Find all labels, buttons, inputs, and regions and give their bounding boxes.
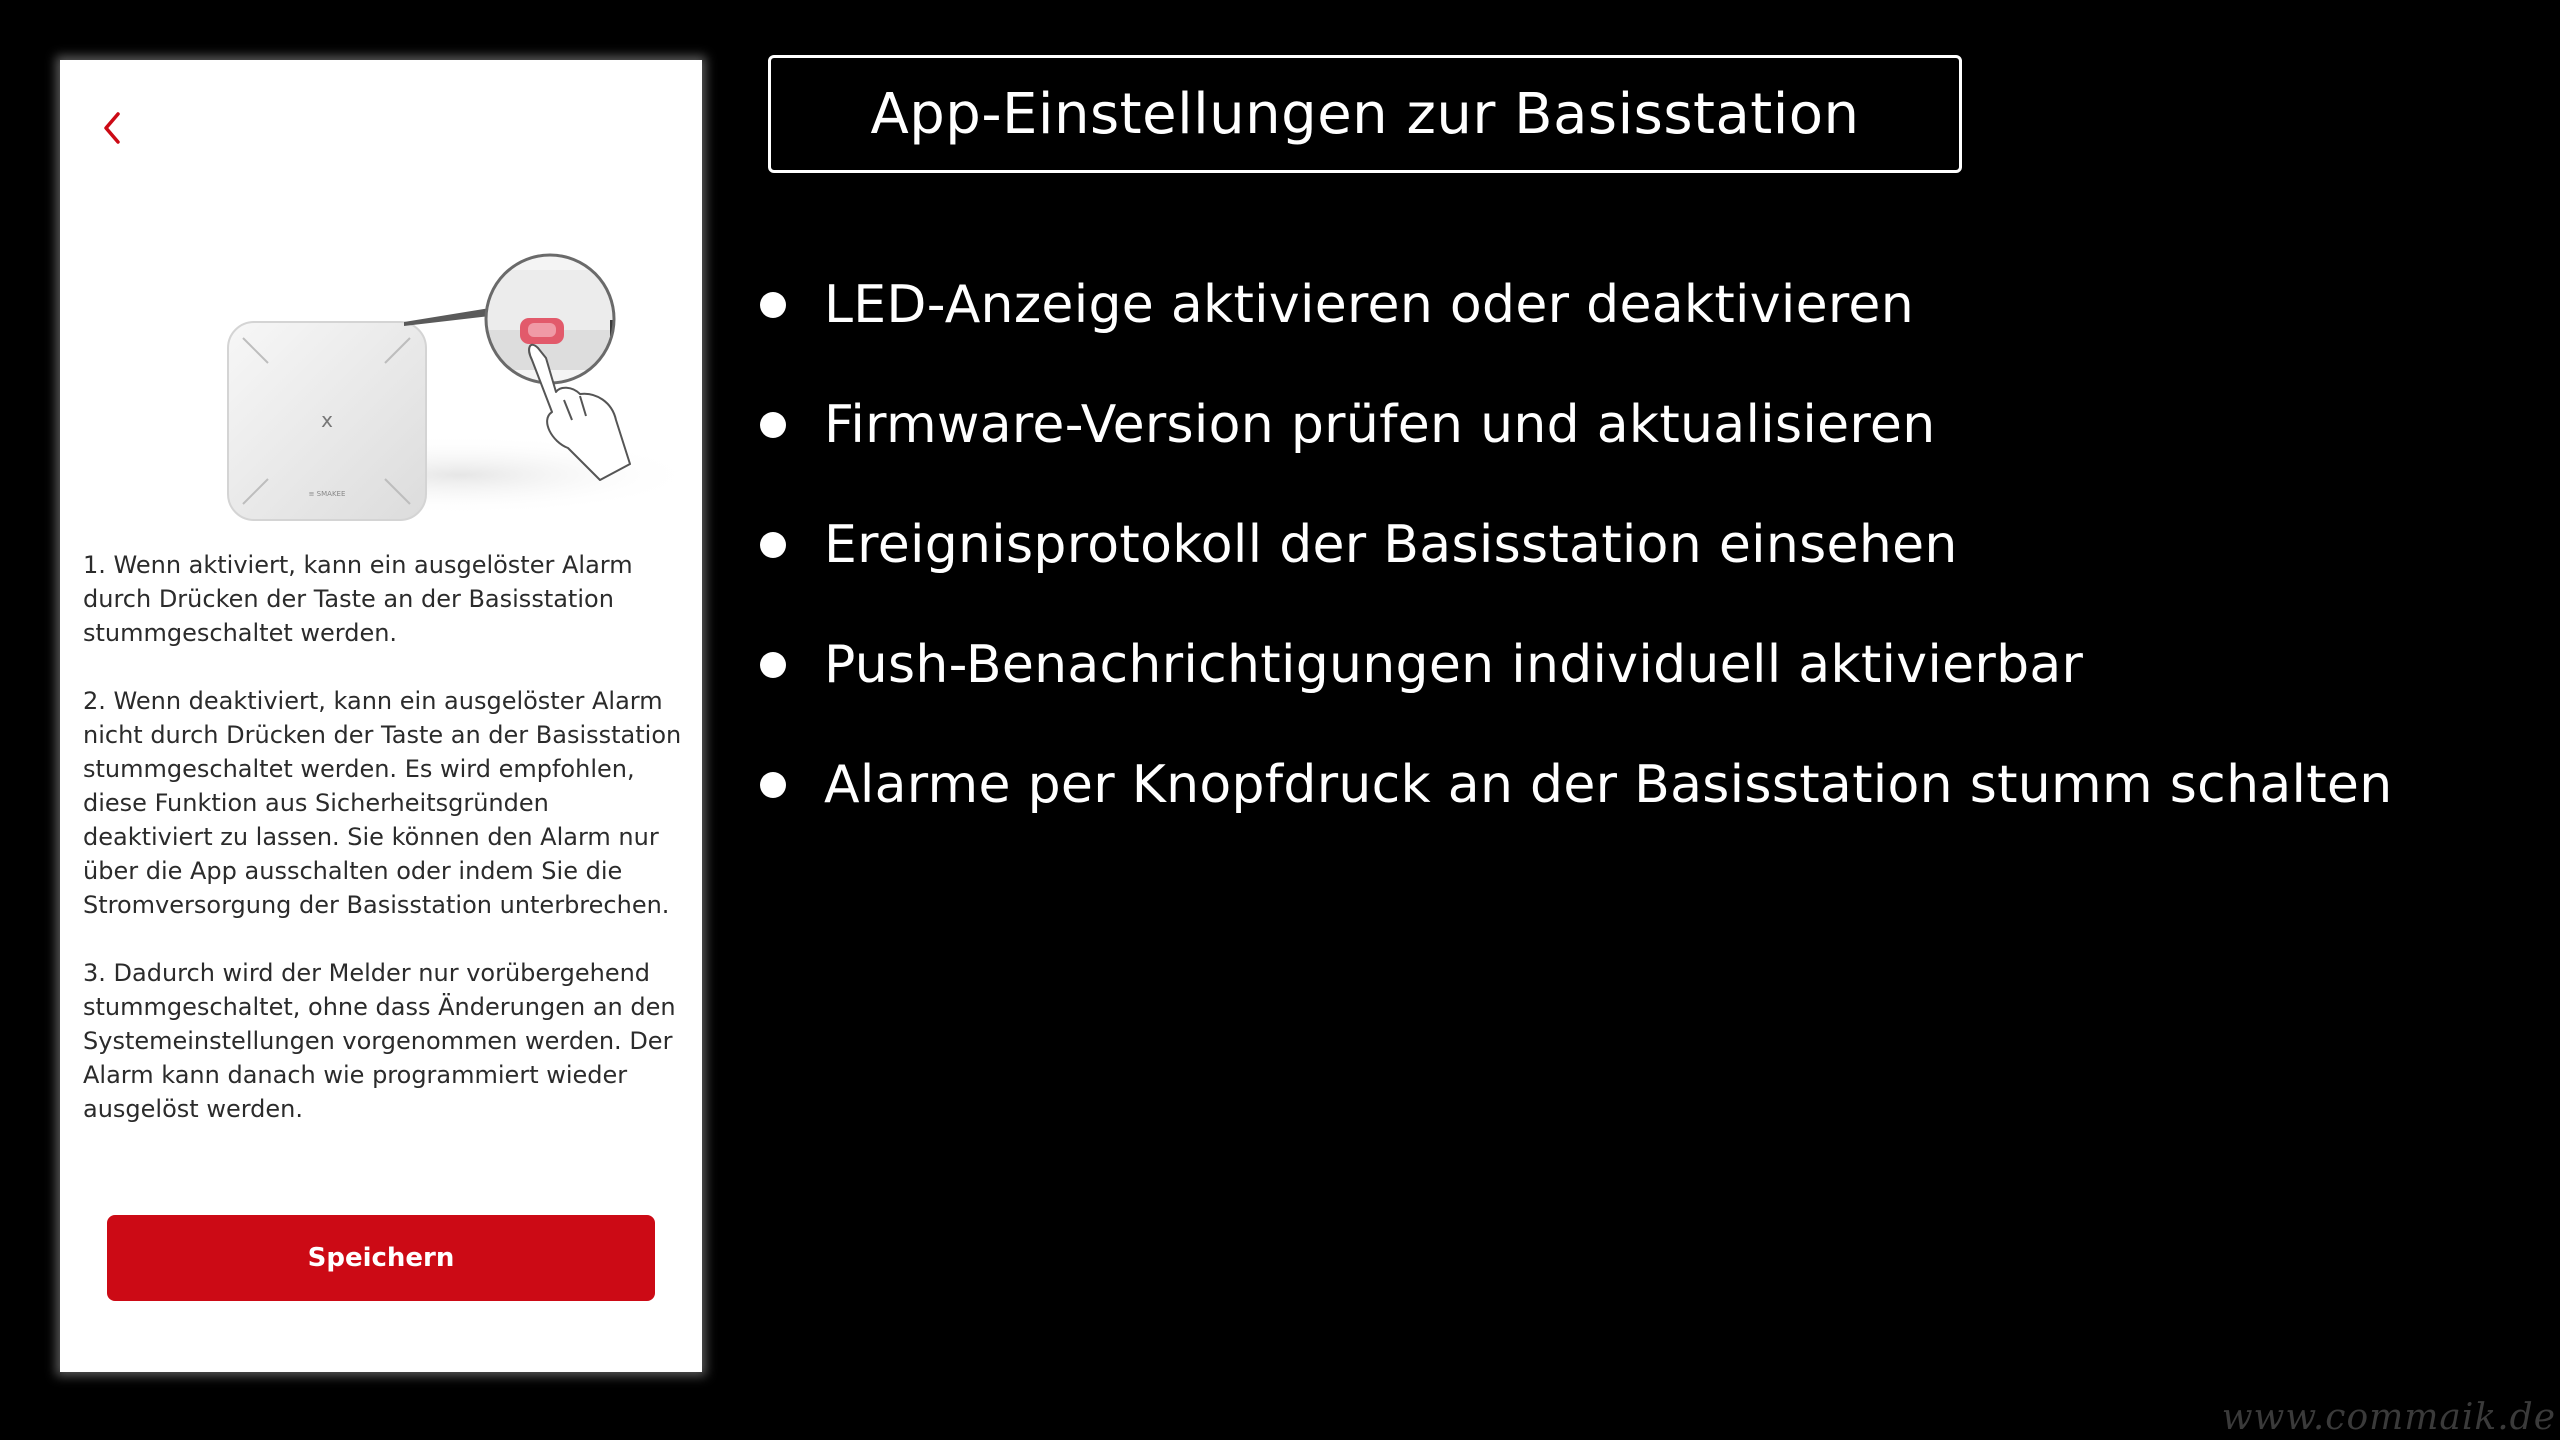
bullet-dot-icon	[760, 292, 786, 318]
feature-text: Alarme per Knopfdruck an der Basisstation stumm schalten	[824, 755, 2393, 815]
help-paragraph-3: 3. Dadurch wird der Melder nur vorübergehend stummgeschaltet, ohne dass Änderungen an den Systemeinstellungen vorgenommen werden. Der Alarm kann danach wie programmiert wieder ausgelöst werden.	[83, 959, 676, 1123]
base-station-illustration	[160, 180, 700, 540]
feature-list-item	[760, 245, 2540, 365]
watermark: www.commaik.de	[2221, 1397, 2556, 1438]
feature-list	[760, 245, 2540, 845]
feature-list-item	[760, 725, 2540, 845]
feature-list-item	[760, 605, 2540, 725]
save-button[interactable]: Speichern	[107, 1215, 655, 1301]
chevron-left-icon	[82, 98, 142, 158]
slide-title: App-Einstellungen zur Basisstation	[870, 81, 1860, 147]
device-brand: ≡ SMAKEE	[308, 490, 346, 498]
slide-title-box	[768, 55, 1962, 173]
feature-list-item	[760, 365, 2540, 485]
help-paragraph-1: 1. Wenn aktiviert, kann ein ausgelöster Alarm durch Drücken der Taste an der Basisstation stummgeschaltet werden.	[83, 551, 633, 647]
phone-screen	[60, 60, 702, 1372]
bullet-dot-icon	[760, 772, 786, 798]
button-zoom-callout	[480, 255, 630, 383]
feature-list-item	[760, 485, 2540, 605]
feature-text: Ereignisprotokoll der Basisstation einsehen	[824, 515, 1958, 575]
help-text	[83, 548, 683, 1160]
feature-text: Firmware-Version prüfen und aktualisieren	[824, 395, 1936, 455]
bullet-dot-icon	[760, 652, 786, 678]
bullet-dot-icon	[760, 412, 786, 438]
base-station-device	[228, 322, 426, 520]
device-mark: x	[321, 408, 333, 432]
feature-text: LED-Anzeige aktivieren oder deaktivieren	[824, 275, 1914, 335]
bullet-dot-icon	[760, 532, 786, 558]
help-paragraph-2: 2. Wenn deaktiviert, kann ein ausgelöster Alarm nicht durch Drücken der Taste an der Basisstation stummgeschaltet werden. Es wird empfohlen, diese Funktion aus Sicherheitsgründen deaktiviert zu lassen. Sie können den Alarm nur über die App ausschalten oder indem Sie die Stromversorgung der Basisstation unterbrechen.	[83, 687, 682, 919]
back-button[interactable]	[82, 98, 142, 158]
feature-text: Push-Benachrichtigungen individuell aktivierbar	[824, 635, 2084, 695]
